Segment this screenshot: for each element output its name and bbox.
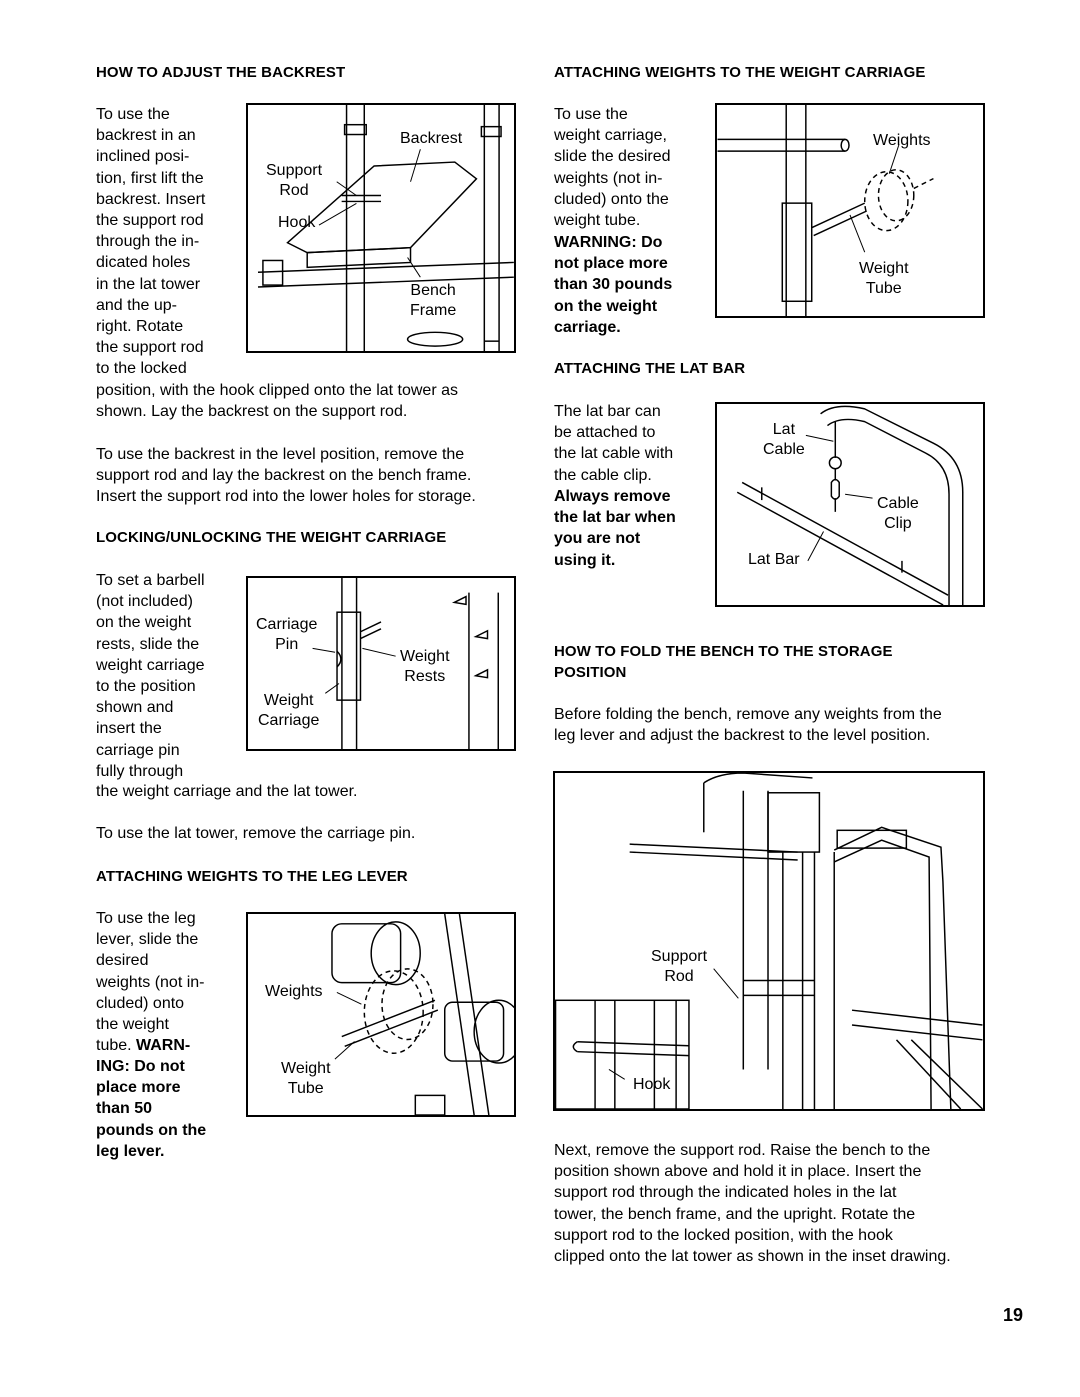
text-line: slide the desired (554, 148, 671, 166)
text-line: The lat bar can (554, 403, 661, 420)
text-line: ING: Do not (96, 1058, 185, 1075)
leg-weight-tube-label: Weight Tube (281, 1060, 331, 1097)
text-line: desired (96, 952, 149, 970)
leg-lever-warning (96, 1056, 206, 1162)
text-line: Insert the support rod into the lower holes for storage. (96, 488, 476, 506)
fold-final-paragraph (554, 1140, 951, 1267)
text-line: the lat cable with (554, 445, 674, 463)
leg-lever-heading: ATTACHING WEIGHTS TO THE LEG LEVER (96, 868, 408, 885)
text-line: backrest. Insert (96, 190, 206, 208)
text-line: the lat bar when (554, 509, 676, 527)
text-line: rests, slide the (96, 635, 200, 653)
text-line: dicated holes (96, 254, 191, 272)
text-line: through the in- (96, 233, 200, 251)
text-line: leg lever and adjust the backrest to the level position. (554, 727, 931, 745)
leg-lever-warning-first: tube. WARN- (96, 1037, 191, 1054)
lat-cable-label: Lat Cable (763, 421, 805, 458)
text-line: be attached to (554, 424, 656, 442)
text-line: support rod through the indicated holes in the lat (554, 1184, 897, 1202)
text-line: (not included) (96, 593, 193, 611)
text-line: To use the (554, 106, 628, 123)
text-line: weights (not in- (554, 169, 663, 187)
backrest-label: Backrest (400, 130, 463, 147)
carriage-pin-label: Carriage Pin (256, 616, 318, 653)
text-line: POSITION (554, 664, 627, 681)
text-line: weights (not in- (96, 973, 205, 991)
text-line: on the weight (96, 614, 192, 632)
backrest-level-paragraph (96, 444, 476, 508)
locking-side-text (96, 570, 205, 782)
text-line: To use the leg (96, 910, 196, 927)
text-line: you are not (554, 530, 641, 548)
text-line: WARNING: Do (554, 234, 663, 251)
text-line: place more (96, 1079, 181, 1097)
text-line: on the weight (554, 297, 658, 315)
text-line: inclined posi- (96, 148, 190, 166)
text-line: backrest in an (96, 127, 196, 145)
carriage-weights-figure (715, 103, 985, 318)
carriage-weights-label: Weights (873, 132, 931, 149)
backrest-figure (246, 103, 516, 353)
text-line: weight carriage (96, 656, 205, 674)
text-line: the weight (96, 1016, 169, 1034)
bench-frame-label: Bench Frame (410, 282, 457, 319)
text-line: and the up- (96, 296, 177, 314)
text-line: right. Rotate (96, 318, 184, 336)
text-line: To use the backrest in the level position, remove the (96, 446, 465, 463)
text-line: tower, the bench frame, and the upright. Rotate the (554, 1205, 916, 1223)
text-line: than 50 (96, 1100, 153, 1118)
locking-heading: LOCKING/UNLOCKING THE WEIGHT CARRIAGE (96, 529, 447, 546)
text-line: not place more (554, 255, 668, 273)
lat-bar-figure (715, 402, 985, 607)
text-line: clipped onto the lat tower as shown in the inset drawing. (554, 1248, 951, 1266)
fold-heading (554, 641, 893, 683)
carriage-weights-warning (554, 232, 672, 338)
locking-continuation (96, 781, 358, 802)
text-line: weight carriage, (554, 127, 667, 145)
fold-intro-paragraph (554, 704, 942, 746)
text-line: fully through (96, 762, 184, 780)
text-line: position shown above and hold it in place. Insert the (554, 1163, 922, 1181)
weight-carriage-figure (246, 576, 516, 751)
text-line: cluded) onto the (554, 190, 669, 208)
cable-clip-label: Cable Clip (877, 495, 919, 532)
text-line: shown and (96, 699, 174, 717)
leg-lever-figure (246, 912, 516, 1117)
folded-bench-figure (553, 771, 985, 1111)
text-line: pounds on the (96, 1121, 207, 1139)
text-line: the weight carriage and the lat tower. (96, 783, 358, 800)
lat-bar-label: Lat Bar (748, 551, 800, 568)
text-line: support rod and lay the backrest on the bench frame. (96, 467, 472, 485)
text-line: support rod to the locked position, with the hook (554, 1226, 893, 1244)
text-line: cluded) onto (96, 994, 185, 1012)
fold-support-rod-label: Support Rod (651, 948, 708, 985)
fold-hook-label: Hook (633, 1076, 671, 1093)
leg-weights-label: Weights (265, 983, 323, 1000)
support-rod-label: Support Rod (266, 162, 323, 199)
carriage-weights-heading: ATTACHING WEIGHTS TO THE WEIGHT CARRIAGE (554, 64, 926, 81)
weight-rests-label: Weight Rests (400, 648, 450, 685)
text-line: leg lever. (96, 1142, 165, 1160)
text-line: using it. (554, 551, 616, 569)
lat-tower-paragraph: To use the lat tower, remove the carriage pin. (96, 825, 416, 842)
text-line: lever, slide the (96, 931, 199, 949)
text-line: tion, first lift the (96, 169, 204, 187)
text-line: to the locked (96, 360, 187, 378)
text-line: weight tube. (554, 212, 641, 230)
text-line: carriage. (554, 318, 621, 336)
text-line: in the lat tower (96, 275, 201, 293)
text-line: the support rod (96, 339, 204, 357)
lat-bar-heading: ATTACHING THE LAT BAR (554, 360, 746, 377)
carriage-weight-tube-label: Weight Tube (859, 260, 909, 297)
text-line: Before folding the bench, remove any weights from the (554, 706, 942, 723)
text-line: shown. Lay the backrest on the support rod. (96, 403, 408, 421)
text-line: To set a barbell (96, 572, 205, 589)
backrest-continuation (96, 380, 458, 422)
text-line: to the position (96, 678, 196, 696)
text-line: To use the (96, 106, 170, 123)
carriage-weights-side-text (554, 104, 671, 231)
text-line: than 30 pounds (554, 276, 673, 294)
leg-lever-side-text (96, 908, 205, 1035)
lat-bar-side-text (554, 401, 673, 486)
weight-carriage-label: Weight Carriage (258, 692, 320, 729)
backrest-side-text (96, 104, 205, 380)
text-line: insert the (96, 720, 162, 738)
lat-bar-warning (554, 486, 676, 571)
text-line: carriage pin (96, 741, 180, 759)
backrest-heading: HOW TO ADJUST THE BACKREST (96, 64, 346, 81)
hook-label: Hook (278, 214, 316, 231)
text-line: HOW TO FOLD THE BENCH TO THE STORAGE (554, 643, 893, 660)
text-line: the support rod (96, 212, 204, 230)
text-line: position, with the hook clipped onto the lat tower as (96, 382, 458, 399)
page-number: 19 (1003, 1305, 1024, 1325)
text-line: the cable clip. (554, 466, 652, 484)
text-line: Next, remove the support rod. Raise the bench to the (554, 1142, 931, 1159)
text-line: Always remove (554, 488, 671, 505)
